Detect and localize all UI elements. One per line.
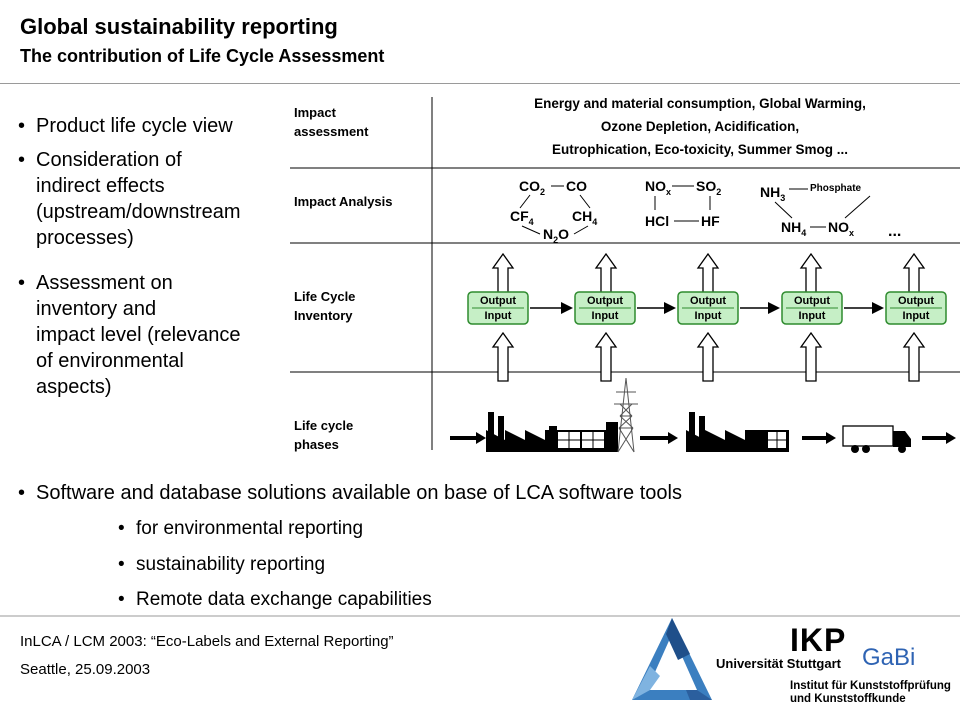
bullet-assessment-levels: • Assessment on inventory and impact level (relevance of environmental aspects) [18, 272, 241, 398]
label-hf: HF [701, 213, 720, 229]
svg-text:Output: Output [897, 295, 935, 307]
row-label-impact-analysis: Impact Analysis [294, 194, 393, 209]
ikp-logo: IKP [790, 622, 847, 658]
factory-icon [686, 412, 789, 452]
label-co: CO [566, 178, 587, 194]
up-arrow [801, 333, 821, 381]
university-name: Universität Stuttgart [716, 656, 841, 671]
bullet-dot: • [18, 149, 26, 171]
footer-date: Seattle, 25.09.2003 [20, 661, 151, 678]
label-nox-2: $NO_x$ [828, 219, 855, 238]
substance-group-ghg [510, 178, 597, 245]
label-n2o: $N_2O$ [543, 226, 570, 245]
sub-bullet-sustainability-reporting: • sustainability reporting [118, 552, 818, 580]
svg-text:Input: Input [591, 310, 619, 322]
process-box-5 [886, 292, 946, 324]
svg-text:Input: Input [484, 310, 512, 322]
label-cf4: $CF_4$ [510, 208, 534, 227]
row-label-impact-assessment: Impact assessment [294, 105, 369, 139]
page-title: Global sustainability reporting [20, 14, 338, 39]
gabi-logo: GaBi [862, 644, 916, 671]
label-ellipsis: ... [888, 223, 902, 240]
bullet-dot: • [118, 518, 125, 539]
phase-arrow [802, 432, 836, 444]
up-arrow [904, 333, 924, 381]
bullet-software-solutions: • Software and database solutions available on base of LCA software tools [18, 482, 682, 504]
up-arrow [596, 333, 616, 381]
up-arrow [493, 333, 513, 381]
label-nh3: $NH_3$ [760, 184, 786, 203]
bullet-indirect-effects: • Consideration of indirect effects (upstream/downstream processes) [18, 149, 241, 249]
svg-text:Input: Input [798, 310, 826, 322]
gabi-triangle-logo [632, 618, 712, 700]
label-nh4: $NH_4$ [781, 219, 807, 238]
page-subtitle: The contribution of Life Cycle Assessment [20, 46, 385, 66]
label-phosphate: Phosphate [810, 183, 862, 194]
bullet-dot: • [18, 272, 26, 294]
process-box-3 [678, 292, 738, 324]
row-label-life-cycle-phases: Life cycle phases [294, 418, 354, 452]
label-ch4: $CH_4$ [572, 208, 598, 227]
process-box-2 [575, 292, 635, 324]
up-arrow [698, 333, 718, 381]
process-box-4 [782, 292, 842, 324]
label-hcl: HCl [645, 213, 670, 229]
phase-arrow [922, 432, 956, 444]
svg-text:Output: Output [689, 295, 727, 307]
phase-arrow [450, 432, 486, 444]
factory-icon [486, 412, 618, 452]
substance-group-nutrients [760, 183, 901, 240]
svg-text:Output: Output [586, 295, 624, 307]
truck-icon [843, 426, 911, 453]
svg-text:Input: Input [902, 310, 930, 322]
substance-group-acid [645, 178, 721, 229]
institute-name: Institut für Kunststoffprüfung und Kunststoffkunde [790, 680, 951, 705]
bullet-dot: • [18, 115, 26, 137]
svg-text:Input: Input [694, 310, 722, 322]
svg-text:Output: Output [479, 295, 517, 307]
svg-text:Output: Output [793, 295, 831, 307]
bullet-life-cycle-view: • Product life cycle view [18, 115, 233, 137]
impact-categories: Energy and material consumption, Global Warming, Ozone Depletion, Acidification, Eutrophication, Eco-toxicity, Summer Smog ... [534, 96, 866, 157]
bullet-dot: • [118, 589, 125, 610]
bullet-dot: • [118, 554, 125, 575]
row-label-life-cycle-inventory: Life Cycle Inventory [294, 289, 356, 323]
sub-bullet-environmental-reporting: • for environmental reporting [118, 516, 818, 544]
footer-event: InLCA / LCM 2003: “Eco-Labels and External Reporting” [20, 633, 394, 650]
bullet-dot: • [18, 482, 26, 504]
label-nox: $NO_x$ [645, 178, 672, 197]
sub-bullet-remote-data-exchange: • Remote data exchange capabilities [118, 587, 818, 615]
process-box-1 [468, 292, 528, 324]
phase-arrow [640, 432, 678, 444]
label-so2: $SO_2$ [696, 178, 722, 197]
label-co2: $CO_2$ [519, 178, 546, 197]
